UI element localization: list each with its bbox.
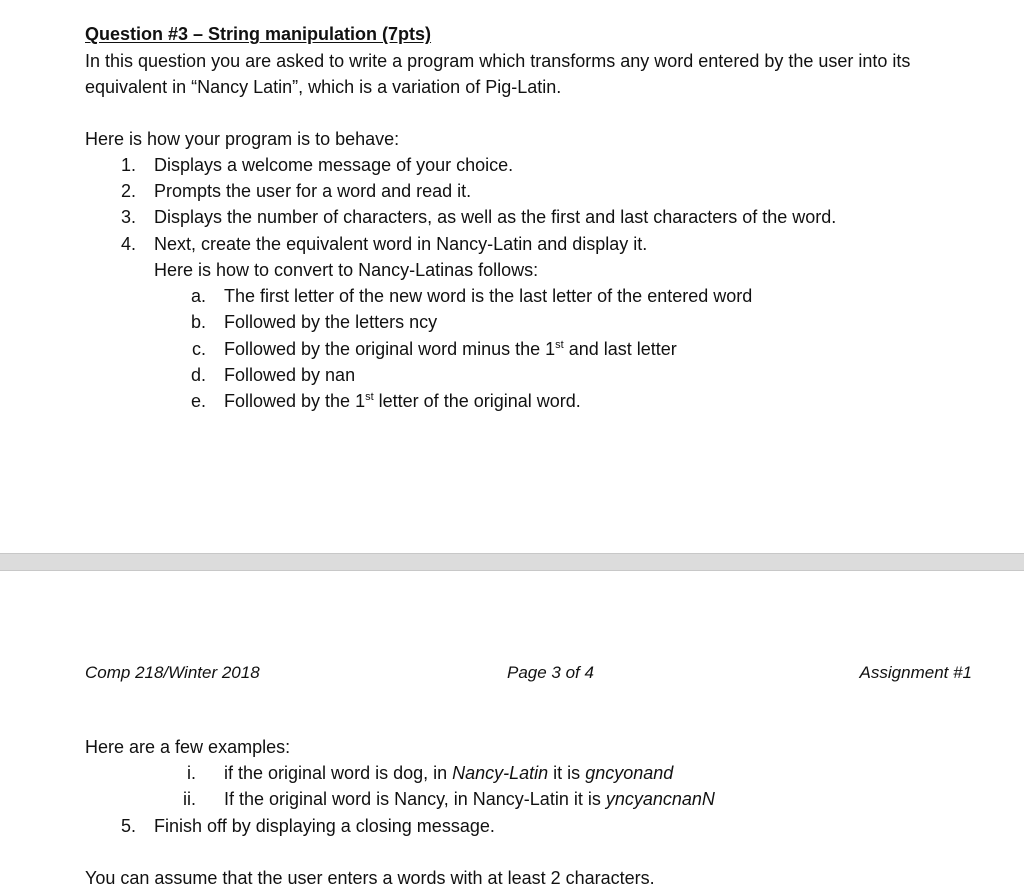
- example-result: gncyonand: [585, 763, 674, 783]
- substep-letter: d.: [190, 365, 206, 385]
- step-text: Displays a welcome message of your choice.: [154, 155, 514, 175]
- step-text: Prompts the user for a word and read it.: [154, 181, 472, 201]
- example-number: i.: [187, 763, 196, 783]
- step-number: 3.: [120, 207, 136, 227]
- substep-letter: c.: [191, 339, 206, 359]
- example-mid: it is: [568, 789, 606, 809]
- example-term: Nancy-Latin: [472, 789, 569, 809]
- assumption-text: You can assume that the user enters a words with at least 2 characters.: [85, 868, 655, 888]
- step-text: Next, create the equivalent word in Nancy-Latin and display it.: [154, 234, 648, 254]
- question-title: Question #3 – String manipulation (7pts): [85, 24, 432, 44]
- substep-text: The first letter of the new word is the last letter of the entered word: [224, 286, 753, 306]
- footer-course: Comp 218/Winter 2018: [85, 663, 260, 682]
- examples-heading: Here are a few examples:: [85, 737, 291, 757]
- example-number: ii.: [183, 789, 196, 809]
- footer-assignment: Assignment #1: [859, 663, 972, 682]
- substep-letter: b.: [190, 312, 206, 332]
- page-break-divider: [0, 553, 1024, 571]
- convert-heading: Here is how to convert to Nancy-Latinas follows:: [154, 260, 539, 280]
- step-number: 5.: [120, 816, 136, 836]
- substep-text: [224, 390, 581, 412]
- substep-text-before: Followed by the original word minus the 1: [224, 339, 556, 359]
- substep-text: Followed by the letters ncy: [224, 312, 438, 332]
- example-text: [224, 762, 673, 784]
- ordinal-suffix: st: [555, 339, 564, 351]
- substep-letter: e.: [190, 391, 206, 411]
- step-number: 2.: [120, 181, 136, 201]
- example-term: Nancy-Latin: [452, 763, 549, 783]
- example-result: yncyancnanN: [605, 789, 715, 809]
- step-number: 4.: [120, 234, 136, 254]
- footer-page-number: Page 3 of 4: [507, 663, 594, 682]
- behave-heading: Here is how your program is to behave:: [85, 129, 400, 149]
- example-pre: If the original word is Nancy, in: [224, 789, 473, 809]
- substep-text: [224, 338, 677, 360]
- example-mid: it is: [548, 763, 586, 783]
- step-number: 1.: [120, 155, 136, 175]
- substep-letter: a.: [190, 286, 206, 306]
- substep-text: Followed by nan: [224, 365, 356, 385]
- intro-line-2: equivalent in “Nancy Latin”, which is a variation of Pig-Latin.: [85, 77, 562, 97]
- substep-text-after: and last letter: [563, 339, 677, 359]
- substep-text-after: letter of the original word.: [373, 391, 581, 411]
- example-text: [224, 788, 715, 810]
- substep-text-before: Followed by the 1: [224, 391, 366, 411]
- step-text: Finish off by displaying a closing message.: [154, 816, 495, 836]
- ordinal-suffix: st: [365, 391, 374, 403]
- intro-line-1: In this question you are asked to write a program which transforms any word entered by the user into its: [85, 51, 911, 71]
- example-pre: if the original word is dog, in: [224, 763, 453, 783]
- step-text: Displays the number of characters, as well as the first and last characters of the word.: [154, 207, 837, 227]
